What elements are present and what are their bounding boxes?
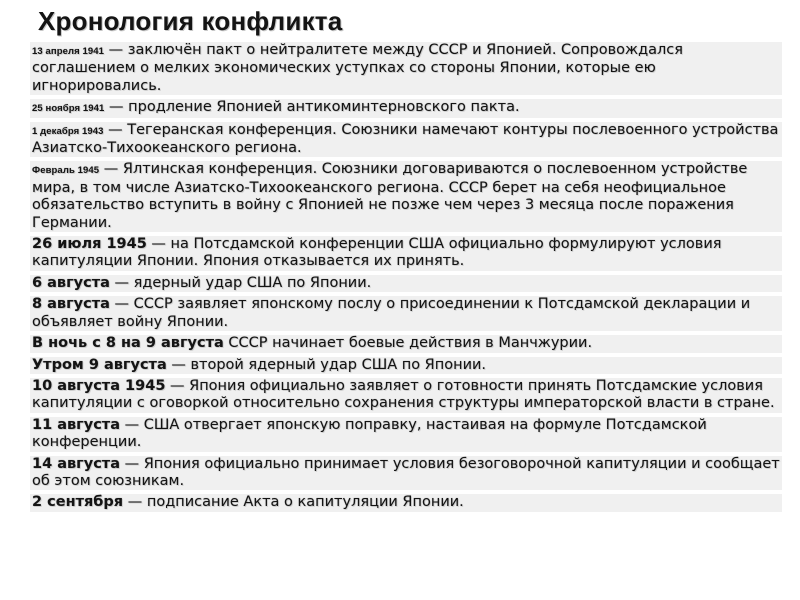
entry-text: — Япония официально заявляет о готовности принять Потсдамские условия капитуляции с оговоркой относительно сохранения структуры императорской власти в стране.	[32, 377, 775, 412]
timeline-entry	[30, 161, 782, 232]
entry-date: 13 апреля 1941	[32, 46, 105, 57]
timeline-entry	[30, 236, 782, 271]
timeline-entry	[30, 42, 782, 95]
entry-text: — США отвергает японскую поправку, настаивая на формуле Потсдамской конференции.	[32, 416, 707, 451]
entry-date: 1 декабря 1943	[32, 125, 104, 137]
entry-date: 8 августа	[32, 296, 110, 313]
entry-date: Утром 9 августа	[32, 356, 167, 373]
timeline-list	[30, 42, 782, 516]
entry-date: В ночь с 8 на 9 августа	[32, 335, 224, 352]
entry-text: — на Потсдамской конференции США официально формулируют условия капитуляции Японии. Япония отказывается их принять.	[32, 236, 722, 270]
timeline-entry	[30, 494, 782, 511]
entry-date: Февраль 1945	[32, 165, 100, 177]
entry-date: 2 сентября	[32, 494, 124, 511]
entry-date: 11 августа	[32, 416, 120, 433]
entry-text: — второй ядерный удар США по Японии.	[166, 356, 487, 373]
timeline-entry	[30, 456, 782, 491]
timeline-entry	[30, 296, 782, 331]
timeline-entry	[30, 357, 782, 374]
entry-date: 6 августа	[32, 274, 110, 291]
timeline-entry	[30, 99, 782, 117]
timeline-entry	[30, 417, 782, 452]
entry-date: 25 ноября 1941	[32, 103, 105, 115]
timeline-entry	[30, 378, 782, 413]
entry-date: 14 августа	[32, 455, 120, 472]
entry-text: — подписание Акта о капитуляции Японии.	[123, 494, 464, 511]
entry-text: — ядерный удар США по Японии.	[109, 274, 372, 291]
entry-text: — продление Японией антикоминтерновского пакта.	[104, 99, 520, 116]
entry-text: — Тегеранская конференция. Союзники намечают контуры послевоенного устройства Азиатско-Тихоокеанского региона.	[32, 121, 779, 157]
timeline-entry	[30, 335, 782, 352]
entry-text: — заключён пакт о нейтралитете между СССР и Японией. Сопровождался соглашением о мелких экономических уступках со стороны Японии, которые ею игнорировались.	[32, 42, 683, 94]
entry-text: СССР начинает боевые действия в Манчжурии.	[223, 335, 593, 352]
timeline-entry	[30, 275, 782, 292]
entry-date: 26 июля 1945	[32, 236, 147, 253]
entry-date: 10 августа 1945	[32, 377, 166, 394]
entry-text: — Ялтинская конференция. Союзники договариваются о послевоенном устройстве мира, в том числе Азиатско-Тихоокеанского региона. СССР берет на себя неофициальное обязательство вступить в войну с Японией не позже чем через 3 месяца после поражения Германии.	[32, 161, 748, 231]
timeline-entry	[30, 122, 782, 158]
page-title: Хронология конфликта	[38, 6, 343, 36]
entry-text: — СССР заявляет японскому послу о присоединении к Потсдамской декларации и объявляет войну Японии.	[32, 296, 751, 330]
entry-text: — Япония официально принимает условия безоговорочной капитуляции и сообщает об этом союзникам.	[32, 455, 780, 489]
